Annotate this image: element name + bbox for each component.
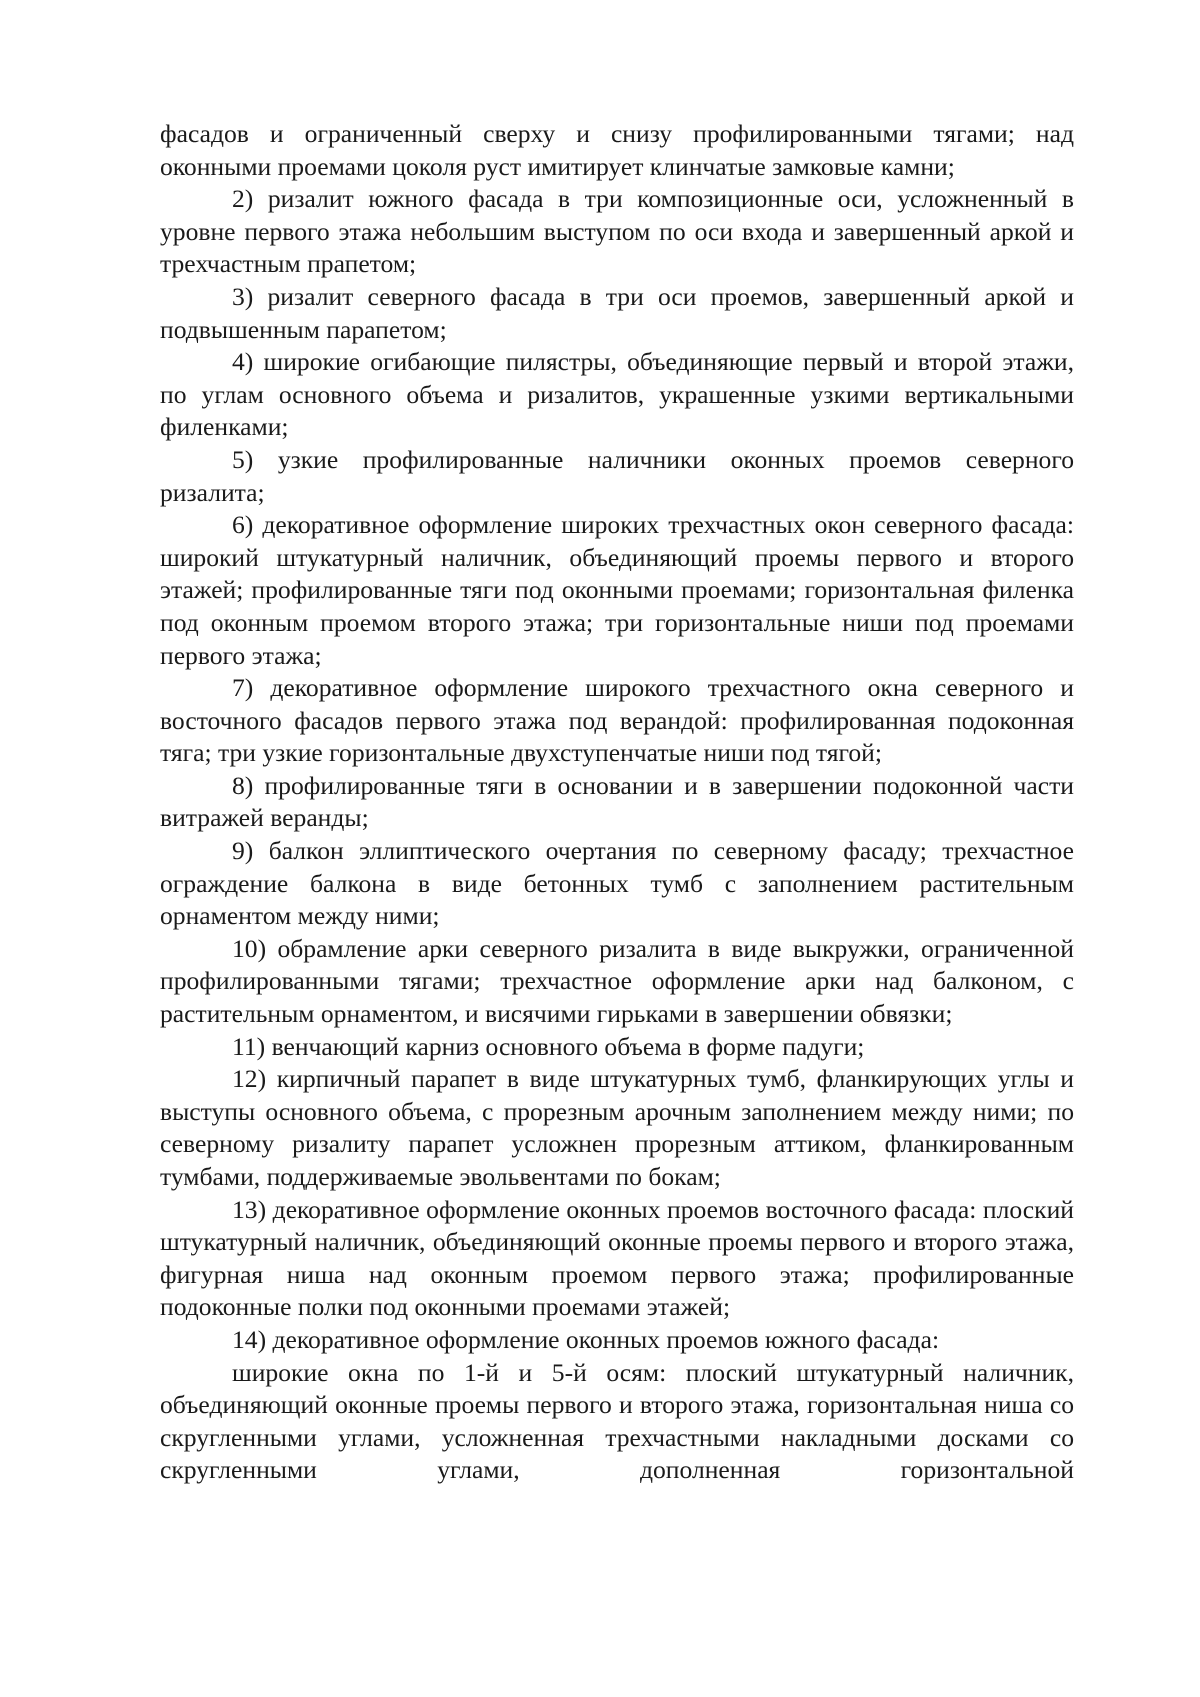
list-item-14: 14) декоративное оформление оконных проемов южного фасада:: [232, 1324, 940, 1354]
list-item-12: 12) кирпичный парапет в виде штукатурных тумб, фланкирующих углы и выступы основного объема, с прорезным арочным заполнением между ними; по северному ризалиту парапет усложнен прорезным аттиком, фланкированным тумбами, поддерживаемые эвольвентами по бокам;: [160, 1064, 1074, 1191]
list-item-13: 13) декоративное оформление оконных проемов восточного фасада: плоский штукатурный наличник, объединяющий оконные проемы первого и второго этажа, фигурная ниша над оконным проемом первого этажа; профилированные подоконные полки под оконными проемами этажей;: [160, 1194, 1074, 1322]
list-item-11: 11) венчающий карниз основного объема в форме падуги;: [232, 1031, 865, 1061]
list-item-8: 8) профилированные тяги в основании и в завершении подоконной части витражей веранды;: [160, 770, 1074, 833]
sub-paragraph-wide-windows: широкие окна по 1-й и 5-й осям: плоский штукатурный наличник, объединяющий оконные проемы первого и второго этажа, горизонтальная ниша со скругленными углами, усложненная трехчастными накладными досками со скругленными углами, дополненная горизонтальной: [160, 1357, 1074, 1485]
list-item-3: 3) ризалит северного фасада в три оси проемов, завершенный аркой и подвышенным парапетом;: [160, 281, 1074, 344]
list-item-5: 5) узкие профилированные наличники оконных проемов северного ризалита;: [160, 444, 1074, 507]
paragraph-continuation: фасадов и ограниченный сверху и снизу профилированными тягами; над оконными проемами цоколя руст имитирует клинчатые замковые камни;: [160, 119, 1074, 181]
list-item-6: 6) декоративное оформление широких трехчастных окон северного фасада: широкий штукатурный наличник, объединяющий проемы первого и второго этажей; профилированные тяги под оконными проемами; горизонтальная филенка под оконным проемом второго этажа; три горизонтальные ниши под проемами первого этажа;: [160, 510, 1074, 670]
list-item-7: 7) декоративное оформление широкого трехчастного окна северного и восточного фасадов первого этажа под верандой: профилированная подоконная тяга; три узкие горизонтальные двухступенчатые ниши под тягой;: [160, 673, 1074, 768]
list-item-10: 10) обрамление арки северного ризалита в виде выкружки, ограниченной профилированными тягами; трехчастное оформление арки над балконом, с растительным орнаментом, и висячими гирьками в завершении обвязки;: [160, 933, 1074, 1029]
list-item-9: 9) балкон эллиптического очертания по северному фасаду; трехчастное ограждение балкона в виде бетонных тумб с заполнением растительным орнаментом между ними;: [160, 836, 1074, 931]
list-item-4: 4) широкие огибающие пилястры, объединяющие первый и второй этажи, по углам основного объема и ризалитов, украшенные узкими вертикальными филенками;: [160, 347, 1074, 442]
list-item-2: 2) ризалит южного фасада в три композиционные оси, усложненный в уровне первого этажа небольшим выступом по оси входа и завершенный аркой и трехчастным прапетом;: [160, 184, 1074, 279]
document-body: [160, 118, 1074, 1487]
